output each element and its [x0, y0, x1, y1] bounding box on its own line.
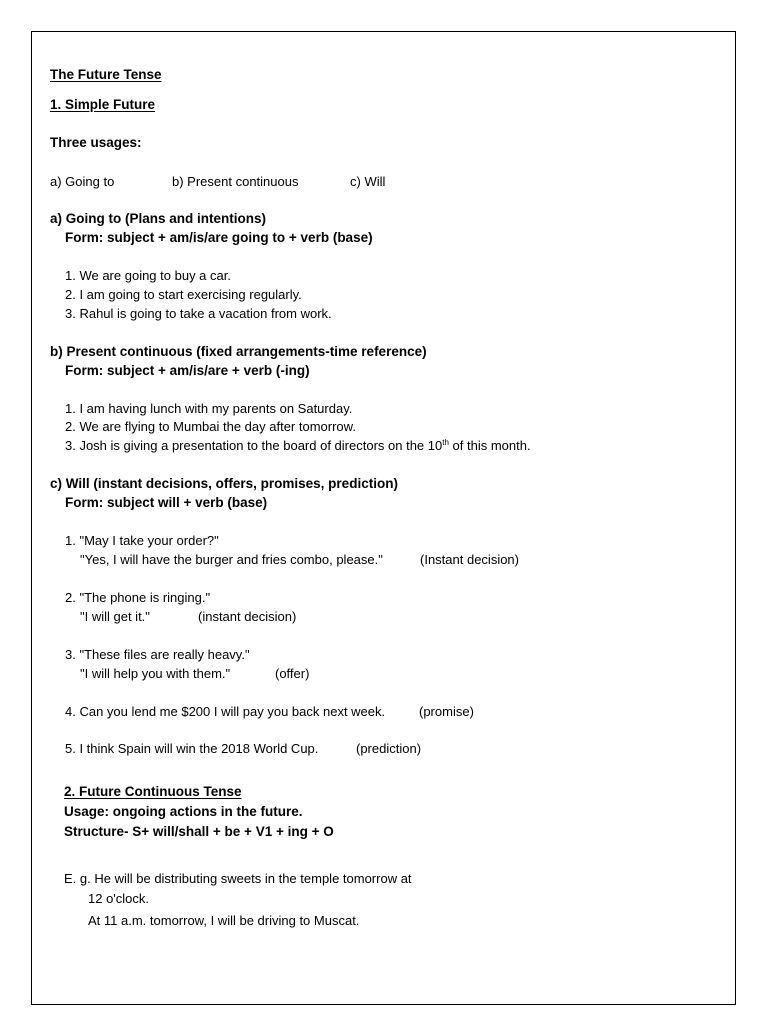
going-to-form: Form: subject + am/is/are going to + verb (base) [65, 230, 373, 245]
will-example-question: 1. "May I take your order?" [65, 533, 219, 548]
example-text: of this month. [448, 438, 531, 453]
will-example-answer: "I will get it." [80, 609, 150, 624]
section2-example-continuation: 12 o'clock. [88, 891, 150, 906]
usage-a: a) Going to [50, 174, 115, 189]
will-heading: c) Will (instant decisions, offers, promises, prediction) [50, 476, 398, 491]
present-continuous-example [65, 439, 531, 452]
doc-title: The Future Tense [50, 67, 162, 82]
will-example: 4. Can you lend me $200 I will pay you back next week. [65, 704, 386, 719]
will-example-answer: "Yes, I will have the burger and fries combo, please." [80, 552, 383, 567]
present-continuous-example: 1. I am having lunch with my parents on Saturday. [65, 401, 353, 416]
section2-usage: Usage: ongoing actions in the future. [64, 804, 303, 819]
going-to-example: 3. Rahul is going to take a vacation from work. [65, 306, 332, 321]
section2-example: At 11 a.m. tomorrow, I will be driving to Muscat. [88, 913, 360, 928]
will-example-note: (prediction) [356, 741, 422, 756]
will-example-question: 2. "The phone is ringing." [65, 590, 211, 605]
will-example-note: (instant decision) [198, 609, 297, 624]
will-example-note: (offer) [275, 666, 310, 681]
section2-example: E. g. He will be distributing sweets in the temple tomorrow at [64, 871, 412, 886]
example-text: 3. Josh is giving a presentation to the board of directors on the 10 [65, 438, 443, 453]
present-continuous-heading: b) Present continuous (fixed arrangements-time reference) [50, 344, 427, 359]
ordinal-superscript: th [442, 438, 449, 447]
will-example-note: (promise) [419, 704, 474, 719]
usages-label: Three usages: [50, 135, 142, 150]
present-continuous-form: Form: subject + am/is/are + verb (-ing) [65, 363, 310, 378]
section2-structure: Structure- S+ will/shall + be + V1 + ing + O [64, 824, 334, 839]
will-example: 5. I think Spain will win the 2018 World Cup. [65, 741, 319, 756]
section1-heading: 1. Simple Future [50, 97, 156, 112]
will-example-answer: "I will help you with them." [80, 666, 231, 681]
will-form: Form: subject will + verb (base) [65, 495, 268, 510]
section2-heading: 2. Future Continuous Tense [64, 784, 242, 799]
going-to-heading: a) Going to (Plans and intentions) [50, 211, 266, 226]
will-example-note: (Instant decision) [420, 552, 519, 567]
usage-b: b) Present continuous [172, 174, 299, 189]
going-to-example: 1. We are going to buy a car. [65, 268, 231, 283]
present-continuous-example: 2. We are flying to Mumbai the day after tomorrow. [65, 419, 356, 434]
will-example-question: 3. "These files are really heavy." [65, 647, 250, 662]
going-to-example: 2. I am going to start exercising regularly. [65, 287, 302, 302]
usage-c: c) Will [350, 174, 386, 189]
